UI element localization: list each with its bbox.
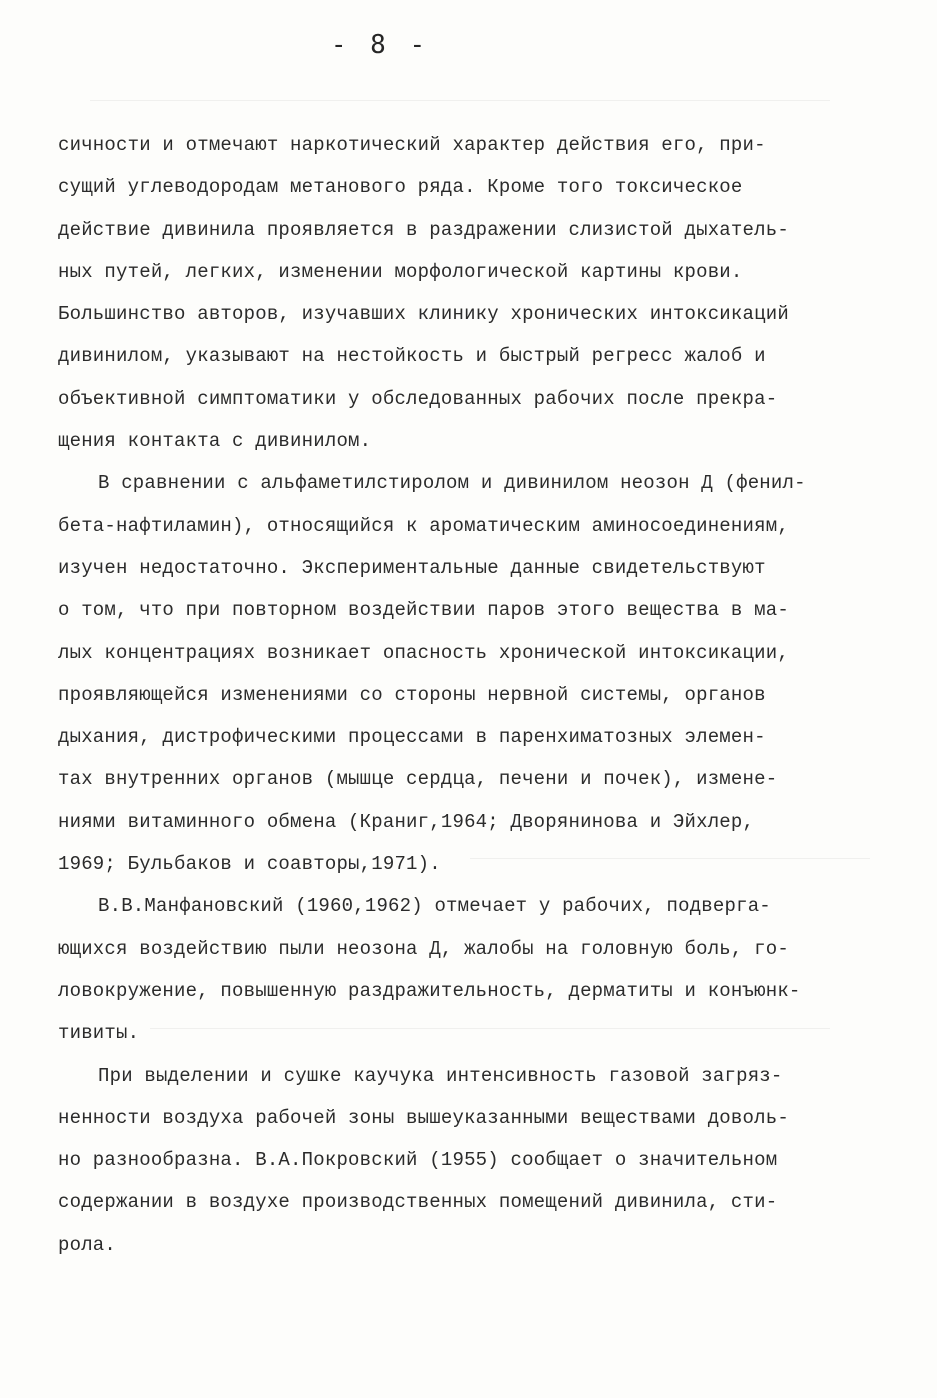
text-line: но разнообразна. В.А.Покровский (1955) сообщает о значительном [58, 1149, 778, 1172]
text-line: объективной симптоматики у обследованных рабочих после прекра- [58, 387, 778, 410]
text-line: ющихся воздействию пыли неозона Д, жалобы на головную боль, го- [58, 937, 789, 960]
page-number: - 8 - [330, 30, 430, 60]
text-line: ниями витаминного обмена (Краниг,1964; Дворянинова и Эйхлер, [58, 810, 755, 833]
text-line: содержании в воздухе производственных помещений дивинила, сти- [58, 1191, 778, 1214]
text-line: о том, что при повторном воздействии паров этого вещества в ма- [58, 599, 789, 622]
text-line: 1969; Бульбаков и соавторы,1971). [58, 853, 441, 876]
text-line: щения контакта с дивинилом. [58, 430, 372, 453]
text-line: сичности и отмечают наркотический характер действия его, при- [58, 134, 766, 156]
text-line: действие дивинила проявляется в раздражении слизистой дыхатель- [58, 218, 789, 241]
text-line: изучен недостаточно. Экспериментальные данные свидетельствуют [58, 556, 766, 579]
text-line: ных путей, легких, изменении морфологической картины крови. [58, 260, 743, 283]
text-line: лых концентрациях возникает опасность хронической интоксикации, [58, 641, 789, 664]
text-line: тивиты. [58, 1022, 140, 1045]
text-line: Большинство авторов, изучавших клинику хронических интоксикаций [58, 303, 789, 326]
paragraph-first-line: При выделении и сушке каучука интенсивность газовой загряз- [98, 1064, 783, 1087]
text-line: сущий углеводородам метанового ряда. Кроме того токсическое [58, 176, 743, 199]
text-line: бета-нафтиламин), относящийся к ароматическим аминосоединениям, [58, 514, 789, 537]
text-line: ненности воздуха рабочей зоны вышеуказанными веществами доволь- [58, 1106, 789, 1129]
text-line: ловокружение, повышенную раздражительность, дерматиты и конъюнк- [58, 979, 801, 1002]
text-line: дивинилом, указывают на нестойкость и быстрый регресс жалоб и [58, 345, 766, 368]
body-text [58, 124, 888, 1266]
paragraph-first-line: В сравнении с альфаметилстиролом и дивинилом неозон Д (фенил- [98, 472, 806, 495]
paragraph-first-line: В.В.Манфановский (1960,1962) отмечает у рабочих, подверга- [98, 895, 771, 918]
text-line: проявляющейся изменениями со стороны нервной системы, органов [58, 683, 766, 706]
text-line: дыхания, дистрофическими процессами в паренхиматозных элемен- [58, 726, 766, 749]
text-line: рола. [58, 1233, 117, 1256]
scan-artifact-line [90, 100, 830, 101]
text-line: тах внутренних органов (мышце сердца, печени и почек), измене- [58, 768, 778, 791]
